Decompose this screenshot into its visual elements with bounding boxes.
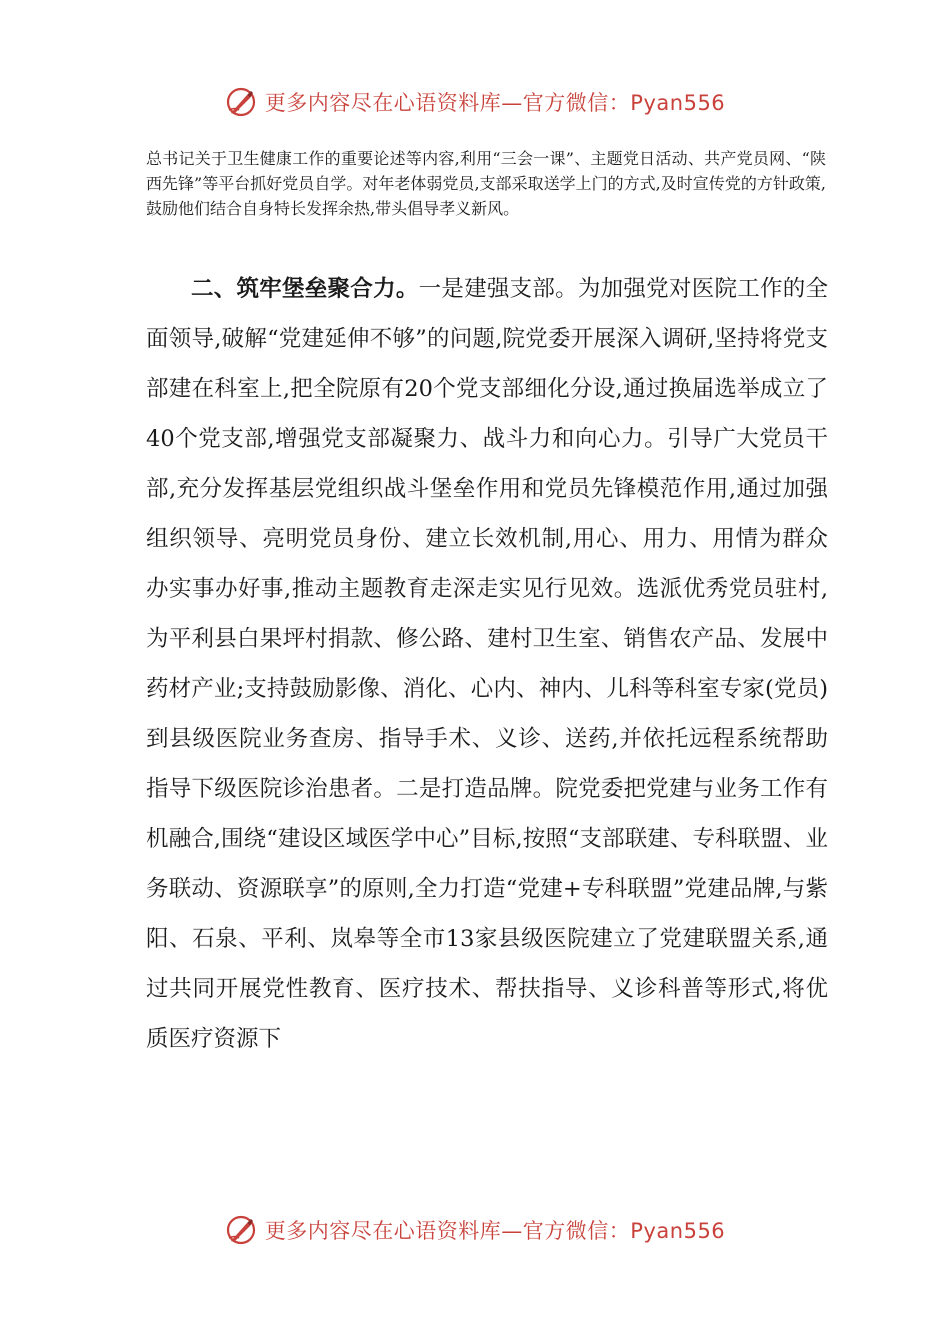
header-banner-text: 更多内容尽在心语资料库—官方微信：Pyan556 — [264, 91, 726, 115]
footer-banner-text: 更多内容尽在心语资料库—官方微信：Pyan556 — [264, 1219, 726, 1243]
pen-logo-icon — [225, 86, 257, 118]
footer-banner — [0, 1208, 950, 1252]
header-banner — [0, 80, 950, 124]
pen-logo-icon — [225, 1214, 257, 1246]
section-body: 一是建强支部。为加强党对医院工作的全面领导,破解“党建延伸不够”的问题,院党委开展深入调研,坚持将党支部建在科室上,把全院原有20个党支部细化分设,通过换届选举成立了40个党支部,增强党支部凝聚力、战斗力和向心力。引导广大党员干部,充分发挥基层党组织战斗堡垒作用和党员先锋模范作用,通过加强组织领导、亮明党员身份、建立长效机制,用心、用力、用情为群众办实事办好事,推动主题教育走深走实见行见效。选派优秀党员驻村,为平利县白果坪村捐款、修公路、建村卫生室、销售农产品、发展中药材产业;支持鼓励影像、消化、心内、神内、儿科等科室专家(党员)到县级医院业务查房、指导手术、义诊、送药,并依托远程系统帮助指导下级医院诊治患者。二是打造品牌。院党委把党建与业务工作有机融合,围绕“建设区域医学中心”目标,按照“支部联建、专科联盟、业务联动、资源联享”的原则,全力打造“党建+专科联盟”党建品牌,与紫阳、石泉、平利、岚皋等全市13家县级医院建立了党建联盟关系,通过共同开展党性教育、医疗技术、帮扶指导、义诊科普等形式,将优质医疗资源下 — [146, 276, 828, 1052]
lead-paragraph: 总书记关于卫生健康工作的重要论述等内容,利用“三会一课”、主题党日活动、共产党员网、“陕西先锋”等平台抓好党员自学。对年老体弱党员,支部采取送学上门的方式,及时宣传党的方针政策,鼓励他们结合自身特长发挥余热,带头倡导孝义新风。 — [146, 149, 826, 218]
section-paragraph — [146, 264, 828, 1064]
section-heading: 二、筑牢堡垒聚合力。 — [191, 276, 419, 302]
